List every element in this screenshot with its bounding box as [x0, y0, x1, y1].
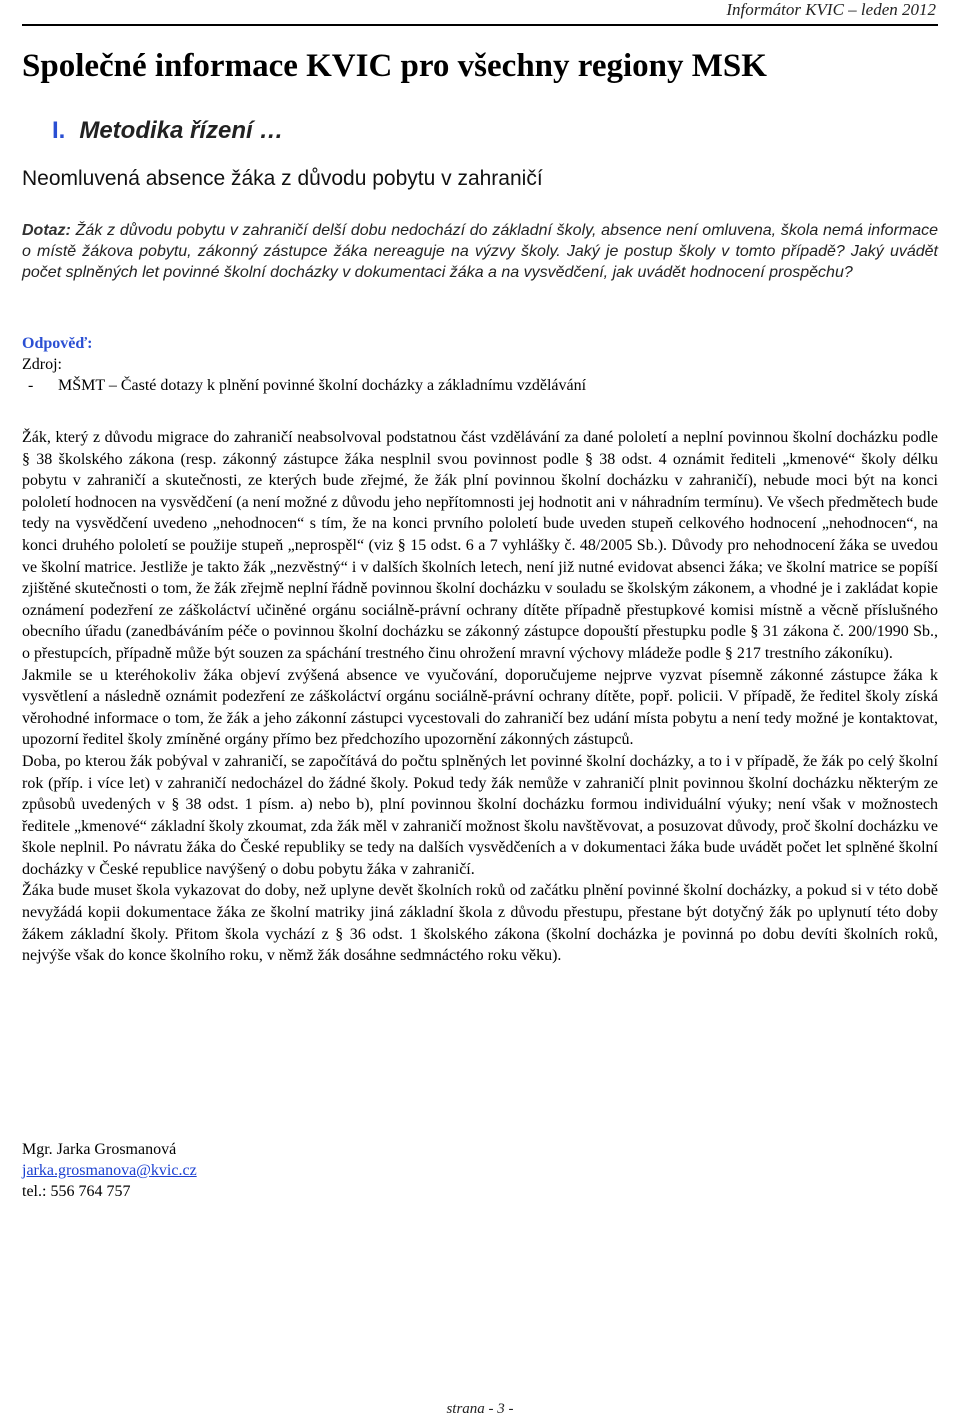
- section-number: I.: [52, 117, 66, 144]
- answer-label: Odpověď:: [22, 335, 93, 352]
- answer-body: [22, 427, 938, 967]
- source-item-text: MŠMT – Časté dotazy k plnění povinné školní docházky a základnímu vzdělávání: [58, 377, 587, 394]
- body-paragraph-4: Žáka bude muset škola vykazovat do doby, než uplyne devět školních roků od začátku plnění povinné školní docházky, a pokud si v této době nevyžádá kopii dokumentace žáka ze školní matriky jiná základní škola z důvodu přestupu, přestane být dotyčný žák po uplynutí této doby žákem základní školy. Přitom škola vychází z § 36 odst. 1 školského zákona (školní docházka je povinná po dobu devíti školních roků, nejvýše však do konce školního roku, v němž žák dosáhne sedmnáctého roku věku).: [22, 882, 938, 965]
- section-title: Metodika řízení …: [79, 117, 284, 144]
- answer-block: [22, 333, 938, 396]
- running-header: Informátor KVIC – leden 2012: [726, 0, 936, 19]
- author-email-link[interactable]: jarka.grosmanova@kvic.cz: [22, 1162, 197, 1179]
- author-name: Mgr. Jarka Grosmanová: [22, 1141, 177, 1158]
- body-paragraph-3: Doba, po kterou žák pobýval v zahraničí, se započítává do počtu splněných let povinné školní docházky, a to i v případě, že žák po celý školní rok (příp. i více let) v zahraničí nedocházel do žádné školy. Pokud tedy žák nemůže v zahraničí plnit povinnou školní docházku některým ze způsobů uvedených v § 38 odst. 1 písm. a) nebo b), plní povinnou školní docházku formou individuální výuky; není však v možnostech ředitele „kmenové“ základní školy zkoumat, zda žák měl v zahraničí možnost školu navštěvovat, a posuzovat důvody, proč školní docházku ve škole neplnil. Po návratu žáka do České republiky se tedy na dalších vysvědčeních a v dokumentaci žáka bude uvádět počet let splněné školní docházky v České republice navýšený o dobu pobytu žáka v zahraničí.: [22, 752, 939, 878]
- question-paragraph: [22, 220, 938, 283]
- page-title: Společné informace KVIC pro všechny regiony MSK: [22, 48, 767, 84]
- question-label: Dotaz:: [22, 222, 71, 239]
- question-text: Žák z důvodu pobytu v zahraničí delší dobu nedochází do základní školy, absence není omluvena, škola nemá informace o místě žákova pobytu, zákonný zástupce žáka nereaguje na výzvy školy. Jaký je postup školy v tomto případě? Jaký uvádět počet splněných let povinné školní docházky v dokumentaci žáka a na vysvědčení, jak uvádět hodnocení prospěchu?: [22, 222, 938, 281]
- header-rule: [22, 24, 938, 26]
- signature-block: [22, 1139, 197, 1202]
- page-number: strana - 3 -: [446, 1401, 514, 1417]
- list-dash: -: [28, 377, 34, 394]
- source-item: [22, 375, 938, 396]
- section-heading: [52, 116, 283, 146]
- topic-heading: Neomluvená absence žáka z důvodu pobytu v zahraničí: [22, 167, 543, 190]
- author-phone: tel.: 556 764 757: [22, 1183, 131, 1200]
- body-paragraph-2: Jakmile se u kteréhokoliv žáka objeví zvýšená absence ve vyučování, doporučujeme nejprve vyzvat písemně zákonné zástupce žáka k vysvětlení a následně oznámit podezření ze záškoláctví orgánu sociálně-právní ochrany dítěte, popř. policii. V případě, že ředitel školy získá věrohodné informace o tom, že žák a jeho zákonní zástupci vycestovali do zahraničí bez udání místa pobytu a není tedy možné je kontaktovat, upozorní ředitel školy zmíněné orgány přímo bez předchozího upozornění zákonných zástupců.: [22, 666, 938, 749]
- body-paragraph-1: Žák, který z důvodu migrace do zahraničí neabsolvoval podstatnou část vzdělávání za dané pololetí a neplní povinnou školní docházku podle § 38 školského zákona (resp. zákonný zástupce žáka nesplnil svou povinnost podle § 38 odst. 4 oznámit řediteli „kmenové“ školy délku pobytu v zahraničí a skutečnosti, ze kterých bude zřejmé, že žák plní povinnou školní docházku v zahraničí), nebude moci být na konci pololetí hodnocen na vysvědčení (a není možné z důvodu jeho nepřítomnosti jej hodnotit ani v náhradním termínu). Ve všech předmětech bude tedy na vysvědčení uvedeno „nehodnocen“ s tím, že na konci prvního pololetí bude uveden stupeň celkového hodnocení „nehodnocen“, na konci druhého pololetí se použije stupeň „neprospěl“ (viz § 15 odst. 6 a 7 vyhlášky č. 48/2005 Sb.). Důvody pro nehodnocení žáka se uvedou ve školní matrice. Jestliže je takto žák „nezvěstný“ i v dalších školních letech, není již nutné evidovat absenci žáka; ve školní matrice se popíší zjištěné skutečnosti o tom, že žák zřejmě neplní řádně povinnou školní docházku v souladu se školským zákonem, a vhodné je i zakládat kopie oznámení podezření ze záškoláctví učiněné orgánu sociálně-právní ochrany dítěte případně přestupkové komisi místně a věcně příslušného obecního úřadu (zanedbáváním péče o povinnou školní docházku se zákonný zástupce dopouští přestupku podle § 31 zákona č. 200/1990 Sb., o přestupcích, případně může být souzen za spáchání trestného činu ohrožení mravní výchovy mládeže podle § 217 trestního zákoníku).: [22, 429, 938, 662]
- source-label: Zdroj:: [22, 356, 62, 373]
